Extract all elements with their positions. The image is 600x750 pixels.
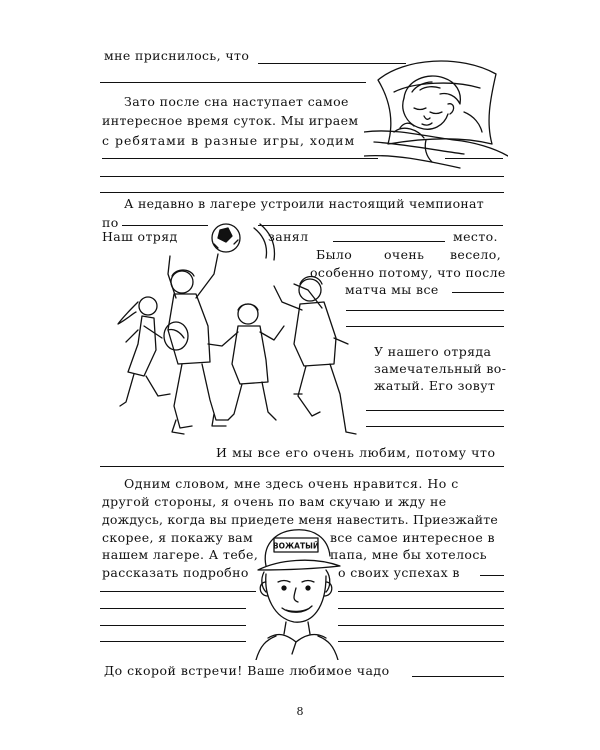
answer-line[interactable]: [452, 292, 504, 293]
text-line: До скорой встречи! Ваше любимое чадо: [104, 663, 390, 678]
text-line: А недавно в лагере устроили настоящий чемпионат: [124, 196, 485, 211]
answer-line[interactable]: [412, 676, 504, 677]
answer-line[interactable]: [100, 176, 504, 177]
text-line: И мы все его очень любим, потому что: [216, 445, 496, 460]
answer-line[interactable]: [366, 426, 504, 427]
text-line: интересное время суток. Мы играем: [102, 113, 359, 128]
text-line: занял: [268, 229, 309, 244]
text-line: У нашего отряда: [374, 344, 492, 359]
answer-line[interactable]: [338, 625, 504, 626]
text-line: рассказать подробно: [102, 565, 249, 580]
text-line: матча мы все: [345, 282, 439, 297]
text-line: весело,: [450, 247, 502, 262]
answer-line[interactable]: [100, 591, 256, 592]
text-line: с ребятами в разные игры, ходим: [102, 133, 356, 148]
answer-line[interactable]: [480, 575, 504, 576]
text-line: папа, мне бы хотелось: [330, 547, 487, 562]
answer-line[interactable]: [346, 326, 504, 327]
answer-line[interactable]: [102, 158, 378, 159]
answer-line[interactable]: [100, 192, 504, 193]
camp-counselor-illustration: [248, 526, 344, 660]
answer-line[interactable]: [338, 591, 504, 592]
text-line: очень: [384, 247, 425, 262]
text-line: место.: [453, 229, 498, 244]
text-line: Зато после сна наступает самое: [124, 94, 349, 109]
answer-line[interactable]: [346, 310, 504, 311]
sleeping-boy-illustration: [364, 52, 508, 170]
answer-line[interactable]: [100, 466, 504, 467]
text-line: скорее, я покажу вам: [102, 530, 254, 545]
answer-line[interactable]: [100, 608, 246, 609]
text-line: нашем лагере. А тебе,: [102, 547, 259, 562]
answer-line[interactable]: [338, 641, 504, 642]
answer-line[interactable]: [100, 641, 246, 642]
soccer-ball-icon: [212, 224, 240, 252]
answer-line[interactable]: [100, 625, 246, 626]
text-line: Наш отряд: [102, 229, 178, 244]
answer-line[interactable]: [366, 410, 504, 411]
answer-line[interactable]: [100, 82, 366, 83]
text-line: особенно потому, что после: [310, 265, 506, 280]
text-line: Было: [316, 247, 353, 262]
text-line: все самое интересное в: [330, 530, 495, 545]
text-line: жатый. Его зовут: [374, 378, 496, 393]
text-line: другой стороны, я очень по вам скучаю и жду не: [102, 494, 447, 509]
text-line: мне приснилось, что: [104, 48, 250, 63]
answer-line[interactable]: [338, 608, 504, 609]
text-line: дождусь, когда вы приедете меня навестить. Приезжайте: [102, 512, 499, 527]
text-line: замечательный во-: [374, 361, 507, 376]
cap-label: ВОЖАТЫЙ: [272, 541, 320, 551]
page-number: 8: [296, 705, 304, 718]
kids-playing-ball-illustration: [98, 214, 366, 454]
text-line: по: [102, 215, 119, 230]
text-line: Одним словом, мне здесь очень нравится. Но с: [124, 476, 459, 491]
text-line: о своих успехах в: [338, 565, 460, 580]
